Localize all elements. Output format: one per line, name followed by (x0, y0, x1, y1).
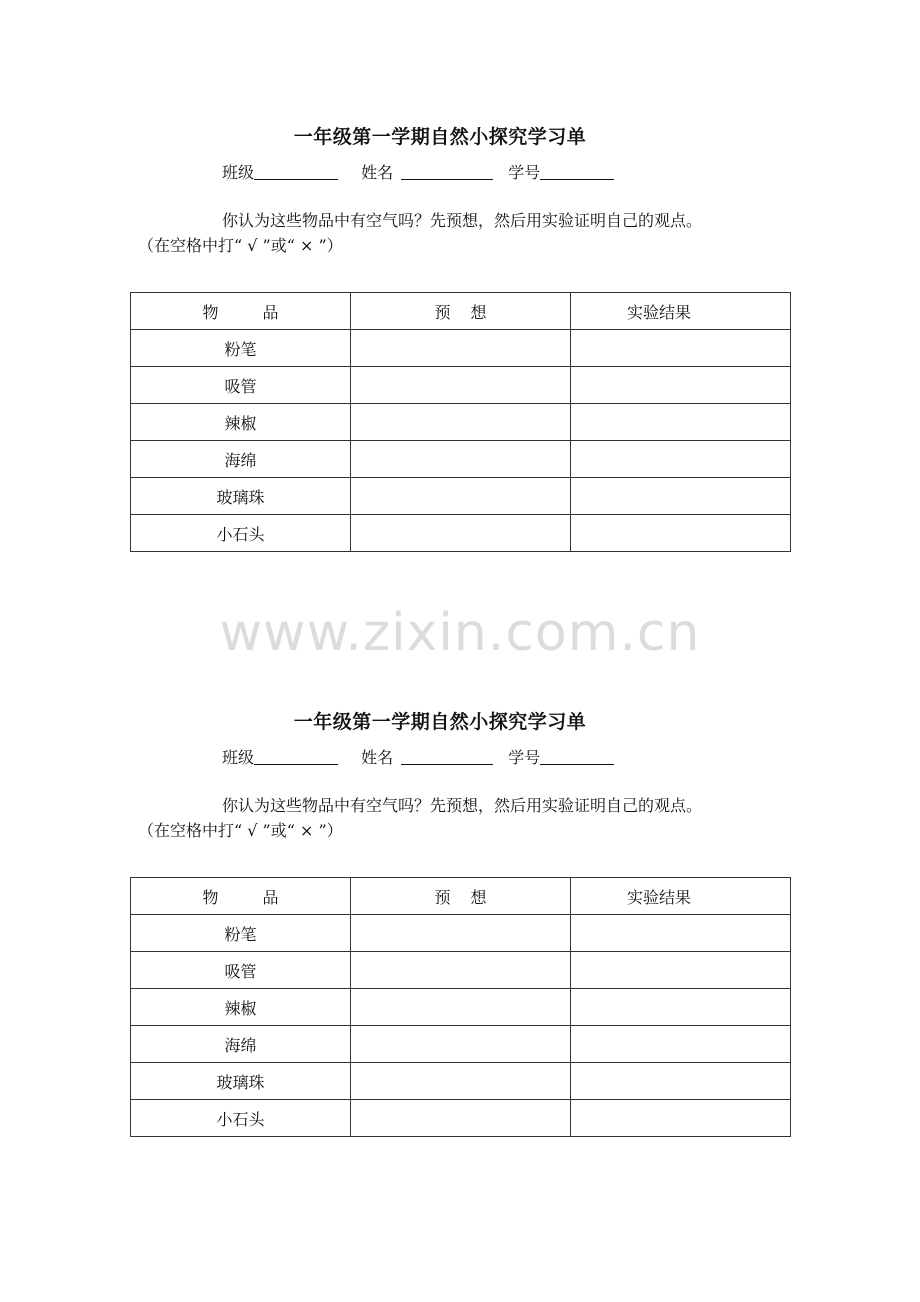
prediction-cell[interactable] (351, 367, 571, 404)
table-row (131, 330, 791, 367)
student-info-fields (222, 745, 614, 768)
item-cell: 玻璃珠 (131, 478, 351, 515)
header-prediction-char-2: 想 (470, 887, 487, 907)
experiment-table (130, 877, 791, 1137)
item-cell: 玻璃珠 (131, 1063, 351, 1100)
name-blank[interactable] (401, 746, 493, 765)
name-label: 姓名 (361, 163, 394, 182)
result-cell[interactable] (571, 441, 791, 478)
header-item-char-2: 品 (262, 887, 279, 907)
table-row (131, 404, 791, 441)
result-cell[interactable] (571, 1026, 791, 1063)
result-cell[interactable] (571, 1100, 791, 1137)
item-cell: 海绵 (131, 1026, 351, 1063)
table-row (131, 1063, 791, 1100)
result-cell[interactable] (571, 404, 791, 441)
header-item-char-1: 物 (202, 887, 219, 907)
instruction-text: （在空格中打“ √ ”或“ × ”） (138, 821, 343, 840)
header-prediction-char-1: 预 (434, 887, 451, 907)
item-cell: 小石头 (131, 1100, 351, 1137)
table-row (131, 367, 791, 404)
item-cell: 粉笔 (131, 330, 351, 367)
name-blank[interactable] (401, 161, 493, 180)
item-cell: 辣椒 (131, 989, 351, 1026)
worksheet-title: 一年级第一学期自然小探究学习单 (293, 126, 587, 148)
table-row (131, 1100, 791, 1137)
worksheet-1 (0, 0, 920, 560)
worksheet-title: 一年级第一学期自然小探究学习单 (293, 711, 587, 733)
header-prediction-char-2: 想 (470, 302, 487, 322)
prediction-cell[interactable] (351, 1026, 571, 1063)
result-cell[interactable] (571, 989, 791, 1026)
question-text: 你认为这些物品中有空气吗？先预想，然后用实验证明自己的观点。 (222, 796, 703, 815)
prediction-cell[interactable] (351, 441, 571, 478)
student-id-blank[interactable] (540, 746, 614, 765)
prediction-cell[interactable] (351, 952, 571, 989)
student-id-label: 学号 (508, 748, 541, 767)
student-id-blank[interactable] (540, 161, 614, 180)
item-cell: 吸管 (131, 367, 351, 404)
worksheet-2 (0, 585, 920, 1145)
table-row (131, 915, 791, 952)
header-prediction (351, 293, 571, 330)
table-row (131, 478, 791, 515)
result-cell[interactable] (571, 330, 791, 367)
item-cell: 辣椒 (131, 404, 351, 441)
header-result: 实验结果 (571, 878, 791, 915)
result-cell[interactable] (571, 515, 791, 552)
prediction-cell[interactable] (351, 915, 571, 952)
table-row (131, 989, 791, 1026)
table-header-row (131, 293, 791, 330)
experiment-table (130, 292, 791, 552)
prediction-cell[interactable] (351, 330, 571, 367)
table-row (131, 1026, 791, 1063)
header-result: 实验结果 (571, 293, 791, 330)
table-row (131, 515, 791, 552)
item-cell: 海绵 (131, 441, 351, 478)
item-cell: 吸管 (131, 952, 351, 989)
header-item-char-2: 品 (262, 302, 279, 322)
item-cell: 粉笔 (131, 915, 351, 952)
header-item (131, 293, 351, 330)
prediction-cell[interactable] (351, 478, 571, 515)
student-id-label: 学号 (508, 163, 541, 182)
class-blank[interactable] (254, 746, 338, 765)
prediction-cell[interactable] (351, 1100, 571, 1137)
table-header-row (131, 878, 791, 915)
question-text: 你认为这些物品中有空气吗？先预想，然后用实验证明自己的观点。 (222, 211, 703, 230)
item-cell: 小石头 (131, 515, 351, 552)
class-blank[interactable] (254, 161, 338, 180)
name-label: 姓名 (361, 748, 394, 767)
prediction-cell[interactable] (351, 1063, 571, 1100)
prediction-cell[interactable] (351, 989, 571, 1026)
result-cell[interactable] (571, 1063, 791, 1100)
class-label: 班级 (222, 748, 255, 767)
prediction-cell[interactable] (351, 404, 571, 441)
table-row (131, 441, 791, 478)
class-label: 班级 (222, 163, 255, 182)
watermark: www.zixin.com.cn (219, 603, 701, 663)
prediction-cell[interactable] (351, 515, 571, 552)
header-prediction-char-1: 预 (434, 302, 451, 322)
instruction-text: （在空格中打“ √ ”或“ × ”） (138, 236, 343, 255)
result-cell[interactable] (571, 478, 791, 515)
header-item-char-1: 物 (202, 302, 219, 322)
result-cell[interactable] (571, 952, 791, 989)
header-prediction (351, 878, 571, 915)
student-info-fields (222, 160, 614, 183)
result-cell[interactable] (571, 367, 791, 404)
result-cell[interactable] (571, 915, 791, 952)
table-row (131, 952, 791, 989)
header-item (131, 878, 351, 915)
